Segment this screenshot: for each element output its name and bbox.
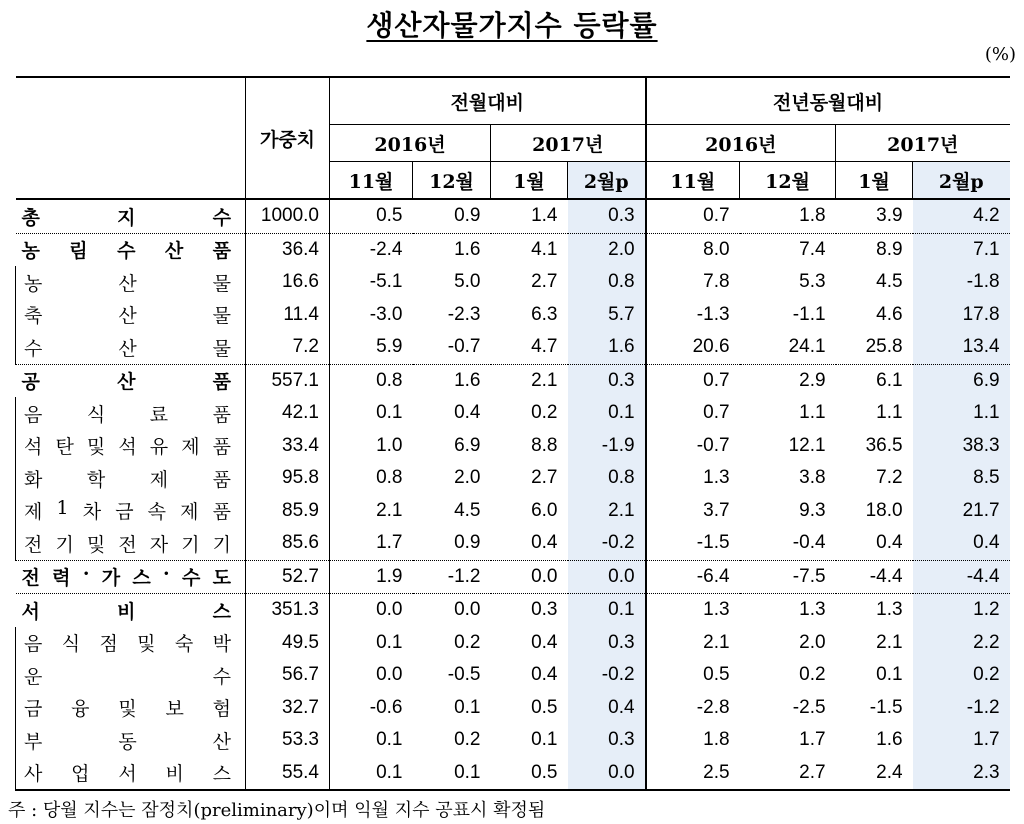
row-label-text: 농 림 수 산 품 <box>21 240 231 263</box>
table-row <box>16 199 1010 233</box>
value-cell: 4.6 <box>876 303 903 325</box>
value-cell: 1.4 <box>491 199 568 233</box>
value-cell: 36.5 <box>865 434 903 456</box>
value-cell: 1.3 <box>646 462 740 495</box>
value-cell: 0.7 <box>646 397 740 430</box>
row-label <box>16 266 246 299</box>
weight-cell: 53.3 <box>246 724 330 757</box>
table-row <box>16 430 1010 463</box>
value-cell: 7.2 <box>876 467 903 489</box>
value-cell: 2.4 <box>836 757 913 791</box>
header-yoy-dec: 12월 <box>740 162 836 200</box>
value-cell: 6.9 <box>454 434 481 456</box>
value-cell: 0.4 <box>876 532 903 554</box>
row-label-text: 농 산 물 <box>24 272 231 295</box>
value-cell: 3.7 <box>646 495 740 528</box>
weight-cell: 33.4 <box>246 430 330 463</box>
value-cell: -0.7 <box>646 430 740 463</box>
value-cell: 1.3 <box>836 594 913 627</box>
value-cell: 2.1 <box>646 627 740 660</box>
row-label-text: 음 식 료 품 <box>24 403 231 426</box>
value-cell: 3.8 <box>799 467 826 489</box>
value-cell: 18.0 <box>865 499 903 521</box>
value-cell: 8.0 <box>646 233 740 266</box>
row-label <box>16 659 246 692</box>
value-cell: 6.1 <box>836 364 913 397</box>
value-cell: 0.1 <box>568 397 646 430</box>
value-cell: 12.1 <box>788 434 826 456</box>
header-mom-jan: 1월 <box>491 162 568 200</box>
value-cell: 1.1 <box>799 402 826 424</box>
value-cell: 2.7 <box>531 271 558 293</box>
value-cell: 9.3 <box>799 499 826 521</box>
weight-cell: 52.7 <box>246 560 330 594</box>
table-row <box>16 495 1010 528</box>
value-cell: 0.3 <box>568 724 646 757</box>
table-row <box>16 331 1010 364</box>
value-cell: 13.4 <box>913 331 1010 364</box>
table-row <box>16 724 1010 757</box>
weight-cell: 7.2 <box>246 331 330 364</box>
value-cell: 1.1 <box>913 397 1010 430</box>
value-cell: 2.1 <box>876 631 903 653</box>
value-cell: 4.2 <box>913 199 1010 233</box>
value-cell: 0.0 <box>568 560 646 594</box>
header-yoy-2017: 2017년 <box>836 125 1010 162</box>
value-cell: 2.0 <box>568 233 646 266</box>
value-cell: 20.6 <box>646 331 740 364</box>
value-cell: 0.7 <box>646 364 740 397</box>
value-cell: 7.4 <box>740 233 836 266</box>
value-cell: -1.8 <box>913 266 1010 299</box>
value-cell: 0.8 <box>330 364 413 397</box>
value-cell: -0.7 <box>447 336 481 358</box>
value-cell: 0.4 <box>454 402 481 424</box>
row-label <box>16 560 246 594</box>
value-cell: 4.5 <box>454 499 481 521</box>
value-cell: 1.8 <box>740 199 836 233</box>
table-row <box>16 527 1010 560</box>
row-label-text: 서 비 스 <box>21 600 231 623</box>
row-label <box>16 692 246 725</box>
table-body <box>16 199 1010 790</box>
value-cell: 0.1 <box>454 696 481 718</box>
value-cell: -0.2 <box>568 659 646 692</box>
value-cell: -4.4 <box>913 560 1010 594</box>
value-cell: 0.5 <box>330 199 413 233</box>
value-cell: 2.3 <box>913 757 1010 791</box>
value-cell: -1.5 <box>869 696 903 718</box>
value-cell: 8.8 <box>531 434 558 456</box>
value-cell: 1.6 <box>568 331 646 364</box>
row-label-text: 공 산 품 <box>21 371 231 394</box>
value-cell: 0.7 <box>646 199 740 233</box>
value-cell: 0.3 <box>568 627 646 660</box>
weight-cell: 36.4 <box>246 233 330 266</box>
value-cell: 38.3 <box>913 430 1010 463</box>
unit-label: (%) <box>984 44 1016 65</box>
value-cell: 1.6 <box>876 729 903 751</box>
value-cell: -1.5 <box>646 527 740 560</box>
weight-cell: 11.4 <box>246 299 330 332</box>
value-cell: 2.1 <box>491 364 568 397</box>
value-cell: -3.0 <box>369 303 403 325</box>
table-row <box>16 462 1010 495</box>
row-label <box>16 757 246 791</box>
header-mom-2017: 2017년 <box>491 125 646 162</box>
value-cell: 0.2 <box>531 402 558 424</box>
value-cell: -0.6 <box>369 696 403 718</box>
row-label <box>16 397 246 430</box>
weight-cell: 16.6 <box>246 266 330 299</box>
table-row <box>16 560 1010 594</box>
value-cell: 6.9 <box>913 364 1010 397</box>
value-cell: 7.8 <box>646 266 740 299</box>
row-label <box>16 594 246 627</box>
value-cell: -0.4 <box>792 532 826 554</box>
table-row <box>16 594 1010 627</box>
row-label <box>16 724 246 757</box>
value-cell: 0.1 <box>376 402 403 424</box>
weight-cell: 1000.0 <box>246 199 330 233</box>
value-cell: 0.0 <box>413 594 491 627</box>
row-label <box>16 627 246 660</box>
value-cell: 5.0 <box>454 271 481 293</box>
row-label-text: 전 기 및 전 자 기 기 <box>24 533 231 556</box>
value-cell: -0.5 <box>447 664 481 686</box>
table-row <box>16 397 1010 430</box>
header-yoy-feb: 2월p <box>913 162 1010 200</box>
row-label <box>16 233 246 266</box>
weight-cell: 85.6 <box>246 527 330 560</box>
value-cell: 1.8 <box>646 724 740 757</box>
row-label <box>16 495 246 528</box>
value-cell: 0.8 <box>568 266 646 299</box>
value-cell: -7.5 <box>740 560 836 594</box>
value-cell: 6.3 <box>531 303 558 325</box>
table-row <box>16 233 1010 266</box>
header-yoy-nov: 11월 <box>646 162 740 200</box>
header-mom-dec: 12월 <box>413 162 491 200</box>
value-cell: 0.4 <box>531 631 558 653</box>
value-cell: -2.5 <box>792 696 826 718</box>
footnote: 주 : 당월 지수는 잠정치(preliminary)이며 익월 지수 공표시 확정됨 <box>8 800 546 821</box>
row-label <box>16 430 246 463</box>
table-row <box>16 757 1010 791</box>
weight-cell: 42.1 <box>246 397 330 430</box>
row-label-text: 수 산 물 <box>24 337 231 360</box>
value-cell: 2.7 <box>740 757 836 791</box>
value-cell: 2.1 <box>376 499 403 521</box>
value-cell: 3.9 <box>836 199 913 233</box>
value-cell: -1.2 <box>913 692 1010 725</box>
row-label-text: 화 학 제 품 <box>24 468 231 491</box>
value-cell: 0.1 <box>531 729 558 751</box>
row-label <box>16 462 246 495</box>
value-cell: 0.4 <box>568 692 646 725</box>
value-cell: 0.8 <box>568 462 646 495</box>
value-cell: 0.2 <box>913 659 1010 692</box>
value-cell: 1.0 <box>376 434 403 456</box>
value-cell: 0.0 <box>330 594 413 627</box>
header-yoy-2016: 2016년 <box>646 125 836 162</box>
header-mom-nov: 11월 <box>348 170 394 193</box>
value-cell: 0.0 <box>568 757 646 791</box>
row-label-text: 부 동 산 <box>24 730 231 753</box>
value-cell: -6.4 <box>646 560 740 594</box>
value-cell: 4.7 <box>531 336 558 358</box>
value-cell: 0.5 <box>531 696 558 718</box>
value-cell: 1.3 <box>740 594 836 627</box>
header-blank <box>16 77 246 199</box>
value-cell: 0.0 <box>376 664 403 686</box>
value-cell: 1.3 <box>646 594 740 627</box>
page-title: 생산자물가지수 등락률 <box>366 9 658 42</box>
table-row <box>16 627 1010 660</box>
weight-cell: 49.5 <box>246 627 330 660</box>
value-cell: 0.4 <box>913 527 1010 560</box>
value-cell: -1.1 <box>792 303 826 325</box>
weight-cell: 557.1 <box>246 364 330 397</box>
value-cell: 0.8 <box>376 467 403 489</box>
value-cell: 0.5 <box>646 659 740 692</box>
value-cell: 0.2 <box>454 631 481 653</box>
row-label <box>16 527 246 560</box>
value-cell: 7.1 <box>913 233 1010 266</box>
table-row <box>16 299 1010 332</box>
value-cell: 0.1 <box>330 757 413 791</box>
value-cell: -1.2 <box>413 560 491 594</box>
weight-cell: 85.9 <box>246 495 330 528</box>
value-cell: 17.8 <box>913 299 1010 332</box>
value-cell: 0.9 <box>413 199 491 233</box>
row-label-text: 음 식 점 및 숙 박 <box>24 633 231 656</box>
value-cell: 8.5 <box>913 462 1010 495</box>
ppi-table <box>15 76 1010 791</box>
value-cell: 0.1 <box>876 664 903 686</box>
value-cell: 0.1 <box>376 729 403 751</box>
value-cell: 24.1 <box>788 336 826 358</box>
row-label-text: 축 산 물 <box>24 305 231 328</box>
value-cell: 8.9 <box>836 233 913 266</box>
value-cell: -5.1 <box>369 271 403 293</box>
weight-cell: 56.7 <box>246 659 330 692</box>
value-cell: 5.7 <box>568 299 646 332</box>
value-cell: 0.4 <box>531 664 558 686</box>
table-row <box>16 659 1010 692</box>
value-cell: -1.9 <box>568 430 646 463</box>
value-cell: 2.7 <box>531 467 558 489</box>
row-label-text: 전 력 · 가 스 · 수 도 <box>21 563 231 590</box>
header-yoy-jan: 1월 <box>836 162 913 200</box>
value-cell: 0.3 <box>568 199 646 233</box>
value-cell: -0.2 <box>568 527 646 560</box>
value-cell: 0.3 <box>568 364 646 397</box>
value-cell: -2.3 <box>447 303 481 325</box>
header-mom: 전월대비 <box>330 77 646 125</box>
row-label-text: 금 융 및 보 험 <box>24 698 231 721</box>
row-label-text: 운 수 <box>24 665 231 688</box>
value-cell: 0.5 <box>491 757 568 791</box>
value-cell: 4.1 <box>491 233 568 266</box>
value-cell: 0.1 <box>376 631 403 653</box>
row-label-text: 사 업 서 비 스 <box>24 763 231 786</box>
value-cell: 2.5 <box>646 757 740 791</box>
value-cell: 2.9 <box>740 364 836 397</box>
value-cell: 2.1 <box>568 495 646 528</box>
row-label <box>16 364 246 397</box>
row-label-text: 총 지 수 <box>21 206 231 229</box>
row-label <box>16 299 246 332</box>
header-mom-2016: 2016년 <box>330 125 491 162</box>
value-cell: 25.8 <box>865 336 903 358</box>
value-cell: 1.7 <box>376 532 403 554</box>
value-cell: 1.2 <box>913 594 1010 627</box>
value-cell: 1.6 <box>413 233 491 266</box>
weight-cell: 351.3 <box>246 594 330 627</box>
value-cell: 2.0 <box>799 631 826 653</box>
value-cell: 4.5 <box>876 271 903 293</box>
row-label-text: 석 탄 및 석 유 제 품 <box>24 436 231 459</box>
value-cell: 1.7 <box>799 729 826 751</box>
value-cell: 0.4 <box>531 532 558 554</box>
weight-cell: 55.4 <box>246 757 330 791</box>
value-cell: 0.1 <box>568 594 646 627</box>
header-weight: 가중치 <box>246 77 330 199</box>
value-cell: 5.9 <box>376 336 403 358</box>
value-cell: 21.7 <box>913 495 1010 528</box>
value-cell: 1.6 <box>413 364 491 397</box>
weight-cell: 95.8 <box>246 462 330 495</box>
value-cell: 0.3 <box>491 594 568 627</box>
table-row <box>16 364 1010 397</box>
value-cell: 0.1 <box>413 757 491 791</box>
table-row <box>16 692 1010 725</box>
row-label <box>16 331 246 364</box>
value-cell: -2.8 <box>646 692 740 725</box>
row-label <box>16 199 246 233</box>
value-cell: 1.9 <box>330 560 413 594</box>
value-cell: 0.2 <box>454 729 481 751</box>
value-cell: 5.3 <box>799 271 826 293</box>
value-cell: 2.0 <box>454 467 481 489</box>
value-cell: 0.9 <box>454 532 481 554</box>
weight-cell: 32.7 <box>246 692 330 725</box>
value-cell: 2.2 <box>913 627 1010 660</box>
header-yoy: 전년동월대비 <box>646 77 1010 125</box>
value-cell: 6.0 <box>531 499 558 521</box>
value-cell: 1.1 <box>876 402 903 424</box>
table-row <box>16 266 1010 299</box>
value-cell: 0.0 <box>491 560 568 594</box>
value-cell: 0.2 <box>799 664 826 686</box>
value-cell: -2.4 <box>330 233 413 266</box>
value-cell: -1.3 <box>646 299 740 332</box>
value-cell: 1.7 <box>913 724 1010 757</box>
row-label-text: 제 1 차 금 속 제 품 <box>24 497 231 524</box>
value-cell: -4.4 <box>836 560 913 594</box>
header-mom-feb: 2월p <box>568 162 646 200</box>
